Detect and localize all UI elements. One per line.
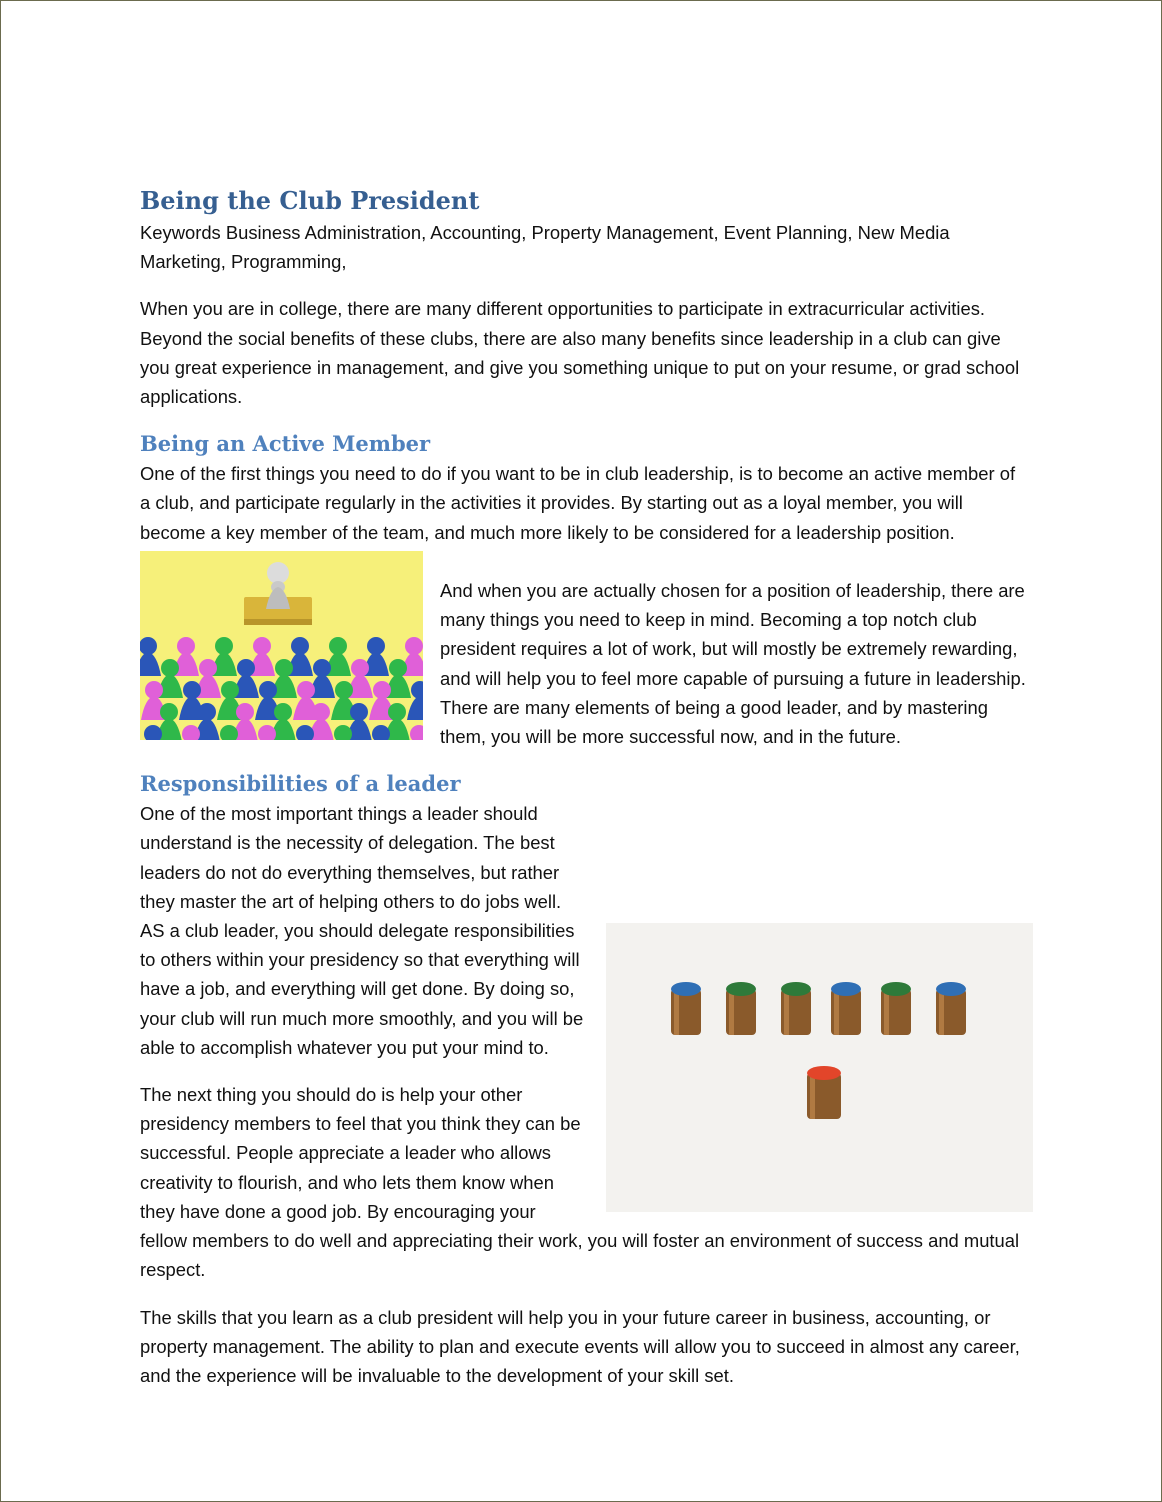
responsibilities-paragraph-3: The skills that you learn as a club president will help you in your future career in business, accounting, or property management. The ability to plan and execute events will allow you to succeed in almost any career, and the experience will be invaluable to the development of your skill set. <box>140 1306 1020 1386</box>
document-body <box>140 184 1030 1390</box>
leader-pawns-image <box>140 551 423 740</box>
document-title: Being the Club President <box>140 186 480 215</box>
section-heading-responsibilities: Responsibilities of a leader <box>140 771 461 797</box>
cylinders-image <box>606 923 1033 1212</box>
active-member-paragraph-2: And when you are actually chosen for a position of leadership, there are many things you need to keep in mind. Becoming a top notch club president requires a lot of work, but will mostly be extremely rewarding, and will help you to feel more capable of pursuing a future in leadership. There are many elements of being a good leader, and by mastering them, you will be more successful now, and in the future. <box>440 580 1026 748</box>
intro-paragraph: When you are in college, there are many different opportunities to participate in extracurricular activities. Beyond the social benefits of these clubs, there are also many benefits since leadership in a club can give you great experience in management, and give you something unique to put on your resume, or grad school applications. <box>140 298 1020 408</box>
responsibilities-paragraph-2: The next thing you should do is help your other presidency members to feel that you think they can be successful. People appreciate a leader who allows creativity to flourish, and who lets them know when they have done a good job. By encouraging your fellow members to do well and appreciating their work, you will foster an environment of success and mutual respect. <box>140 1084 1020 1281</box>
keywords-line: Keywords Business Administration, Accounting, Property Management, Event Planning, New Media Marketing, Programming, <box>140 222 950 273</box>
active-member-para1-text: One of the first things you need to do if you want to be in club leadership, is to become an active member of a club, and participate regularly in the activities it provides. By starting out as a loyal member, you will become a key member of the team, and much more likely to be considered for a leadership position. <box>140 463 1016 543</box>
responsibilities-paragraph-1: One of the most important things a leader should understand is the necessity of delegation. The best leaders do not do everything themselves, but rather they master the art of helping others to do jobs well. AS a club leader, you should delegate responsibilities to others within your presidency so that everything will have a job, and everything will get done. By doing so, your club will run much more smoothly, and you will be able to accomplish whatever you put your mind to. <box>140 803 584 1058</box>
active-member-paragraph-1 <box>140 459 1030 547</box>
section-heading-active-member: Being an Active Member <box>140 431 431 457</box>
